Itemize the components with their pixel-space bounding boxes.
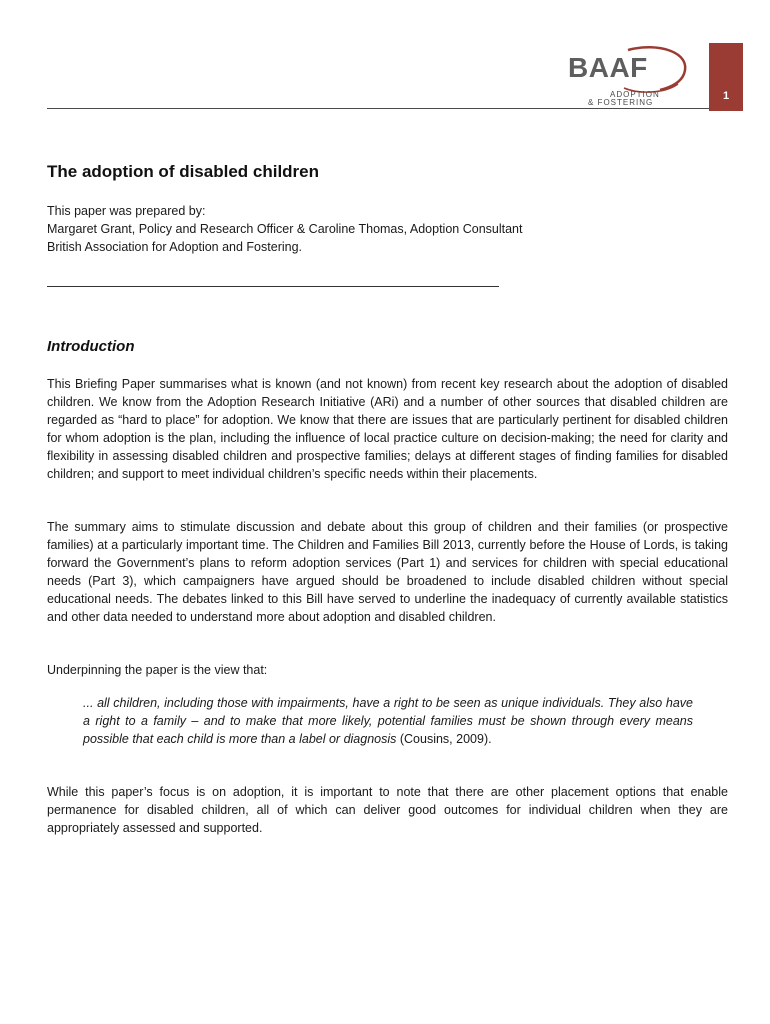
logo-subtitle-fostering: & FOSTERING (588, 98, 654, 107)
introduction-heading: Introduction (47, 338, 135, 355)
intro-paragraph-1: This Briefing Paper summarises what is known (and not known) from recent key research about the adoption of disabled children. We know from the Adoption Research Initiative (ARi) and a number of other sources that disabled children are regarded as “hard to place” for adoption. We know that there are issues that are particularly pertinent for disabled children for whom adoption is the plan, including the influence of local practice culture on decision-making; the need for clarity and flexibility in assessing disabled children and prospective families; delays at different stages of finding families for disabled children; and support to meet individual children’s specific needs within their placements. (47, 377, 728, 481)
logo-subtitle-adoption: ADOPTION (610, 90, 660, 99)
block-quote (83, 694, 693, 748)
logo-wordmark: BAAF (568, 52, 648, 83)
document-title: The adoption of disabled children (47, 162, 320, 181)
header-rule (47, 108, 709, 109)
title-separator (47, 286, 499, 287)
intro-paragraph-2: The summary aims to stimulate discussion and debate about this group of children and their families (or prospective families) at a particularly important time. The Children and Families Bill 2013, currently before the House of Lords, is taking forward the Government’s plans to reform adoption services (Part 1) and services for children with special educational needs (Part 3), which campaigners have argued should be broadened to include disabled children without special educational needs. The debates linked to this Bill have served to underline the inadequacy of currently available statistics and other data needed to understand more about adoption and disabled children. (47, 520, 728, 624)
authors-line: Margaret Grant, Policy and Research Officer & Caroline Thomas, Adoption Consultant (47, 222, 523, 236)
prepared-by-block (47, 202, 522, 256)
prepared-by-line: This paper was prepared by: (47, 204, 206, 218)
baaf-logo (568, 44, 694, 108)
intro-paragraph-4: While this paper’s focus is on adoption, it is important to note that there are other placement options that enable permanence for disabled children, all of which can deliver good outcomes for individual children when they are appropriately assessed and supported. (47, 785, 728, 835)
quote-text: ... all children, including those with impairments, have a right to be seen as unique individuals. They also have a right to a family – and to make that more likely, potential families must be shown through every means possible that each child is more than a label or diagnosis (83, 696, 693, 746)
intro-paragraph-3: Underpinning the paper is the view that: (47, 663, 268, 677)
page-number-tab (709, 43, 743, 111)
quote-citation: (Cousins, 2009). (396, 732, 492, 746)
page-number: 1 (722, 90, 730, 102)
organisation-line: British Association for Adoption and Fostering. (47, 240, 303, 254)
